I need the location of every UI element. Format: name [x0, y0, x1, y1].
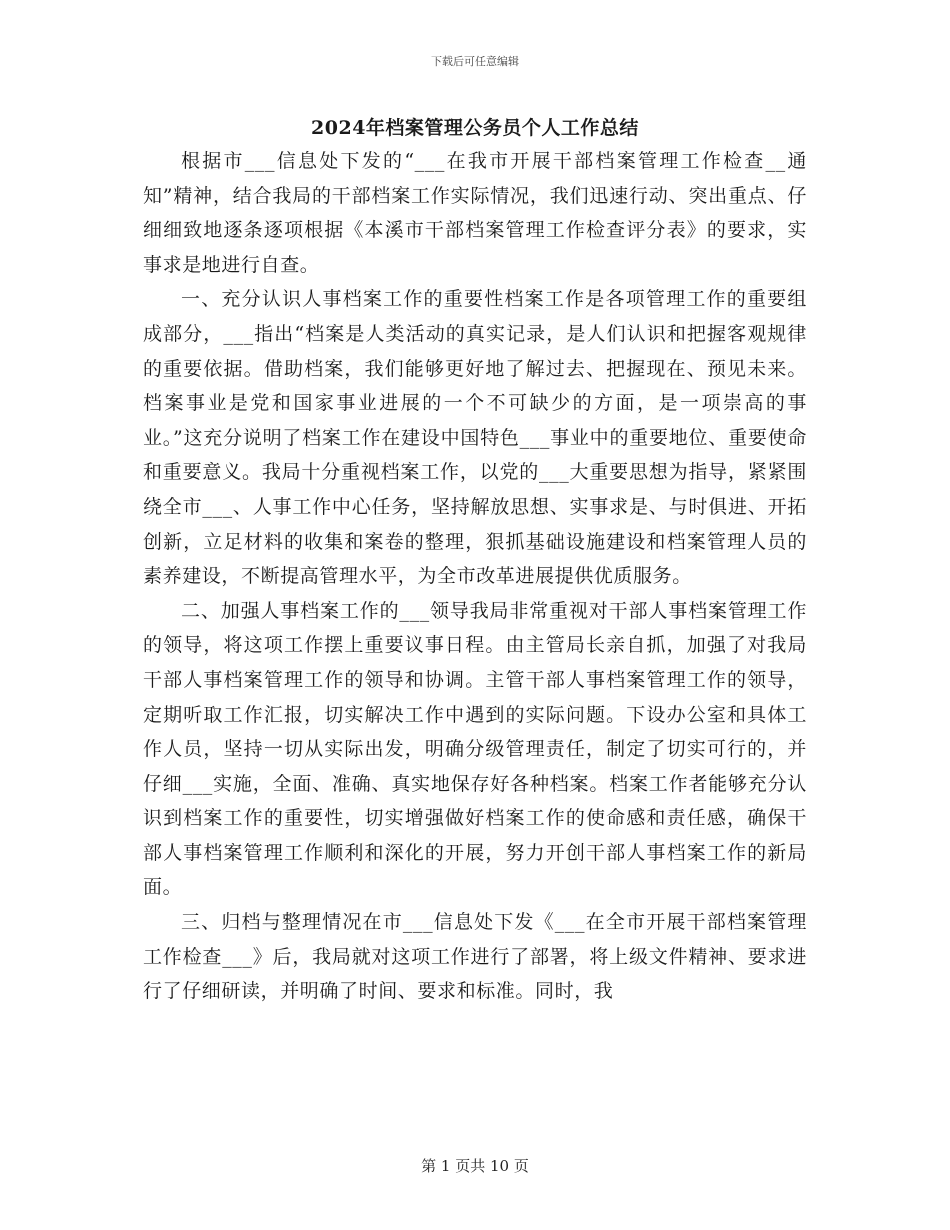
- page-header-note: 下载后可任意编辑: [431, 55, 519, 68]
- page-footer-number: 第 1 页共 10 页: [421, 1157, 529, 1175]
- paragraph-section-2: 二、加强人事档案工作的___领导我局非常重视对干部人事档案管理工作的领导，将这项工作摆上重要议事日程。由主管局长亲自抓，加强了对我局干部人事档案管理工作的领导和协调。主管干部人事档案管理工作的领导，定期听取工作汇报，切实解决工作中遇到的实际问题。下设办公室和具体工作人员，坚持一切从实际出发，明确分级管理责任，制定了切实可行的，并仔细___实施，全面、准确、真实地保存好各种档案。档案工作者能够充分认识到档案工作的重要性，切实增强做好档案工作的使命感和责任感，确保干部人事档案管理工作顺利和深化的开展，努力开创干部人事档案工作的新局面。: [143, 599, 807, 899]
- paragraph-section-3: 三、归档与整理情况在市___信息处下发《___在全市开展干部档案管理工作检查___》后，我局就对这项工作进行了部署，将上级文件精神、要求进行了仔细研读，并明确了时间、要求和标准。同时，我: [143, 911, 807, 1003]
- document-title: 2024年档案管理公务员个人工作总结: [311, 117, 639, 139]
- paragraph-section-1: 一、充分认识人事档案工作的重要性档案工作是各项管理工作的重要组成部分，___指出“档案是人类活动的真实记录，是人们认识和把握客观规律的重要依据。借助档案，我们能够更好地了解过去、把握现在、预见未来。档案事业是党和国家事业进展的一个不可缺少的方面，是一项崇高的事业。”这充分说明了档案工作在建设中国特色___事业中的重要地位、重要使命和重要意义。我局十分重视档案工作，以党的___大重要思想为指导，紧紧围绕全市___、人事工作中心任务，坚持解放思想、实事求是、与时俱进、开拓创新，立足材料的收集和案卷的整理，狠抓基础设施建设和档案管理人员的素养建设，不断提高管理水平，为全市改革进展提供优质服务。: [143, 288, 807, 588]
- paragraph-intro: 根据市___信息处下发的“___在我市开展干部档案管理工作检查__通知”精神，结合我局的干部档案工作实际情况，我们迅速行动、突出重点、仔细细致地逐条逐项根据《本溪市干部档案管理工作检查评分表》的要求，实事求是地进行自查。: [143, 150, 807, 276]
- document-body: [143, 144, 807, 1009]
